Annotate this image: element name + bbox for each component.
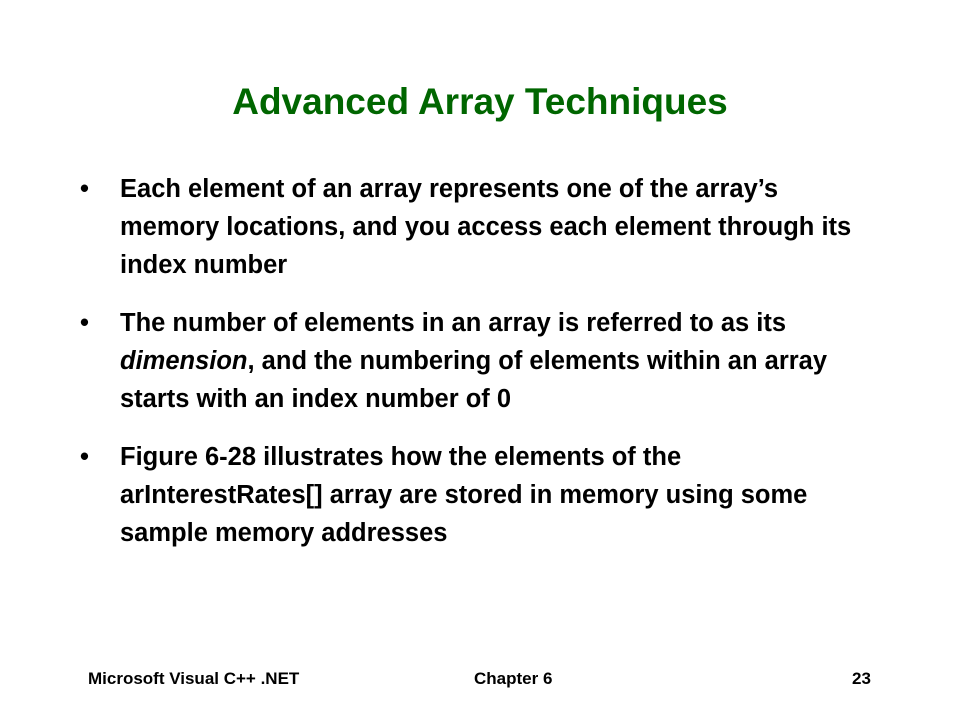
footer-course-title: Microsoft Visual C++ .NET bbox=[88, 669, 300, 688]
slide-title: Advanced Array Techniques bbox=[232, 81, 728, 122]
bullet-item bbox=[80, 170, 860, 284]
bullet-dot-icon: • bbox=[80, 175, 89, 203]
footer-chapter: Chapter 6 bbox=[474, 669, 553, 688]
bullet-dot-icon: • bbox=[80, 309, 89, 337]
bullet-text: The number of elements in an array is referred to as its bbox=[120, 309, 787, 337]
footer-page-number: 23 bbox=[852, 669, 871, 688]
bullet-item bbox=[80, 438, 860, 552]
bullet-emphasis: dimension bbox=[120, 347, 248, 375]
bullet-text-continued: , and the numbering of elements within an array starts with an index number of 0 bbox=[120, 347, 828, 413]
bullet-dot-icon: • bbox=[80, 443, 89, 471]
bullet-item bbox=[80, 304, 860, 418]
bullet-list bbox=[80, 170, 860, 572]
bullet-text: Each element of an array represents one of the array’s memory locations, and you access each element through its index number bbox=[120, 175, 852, 279]
bullet-text: Figure 6-28 illustrates how the elements of the arInterestRates[] array are stored in memory using some sample memory addresses bbox=[120, 443, 808, 547]
